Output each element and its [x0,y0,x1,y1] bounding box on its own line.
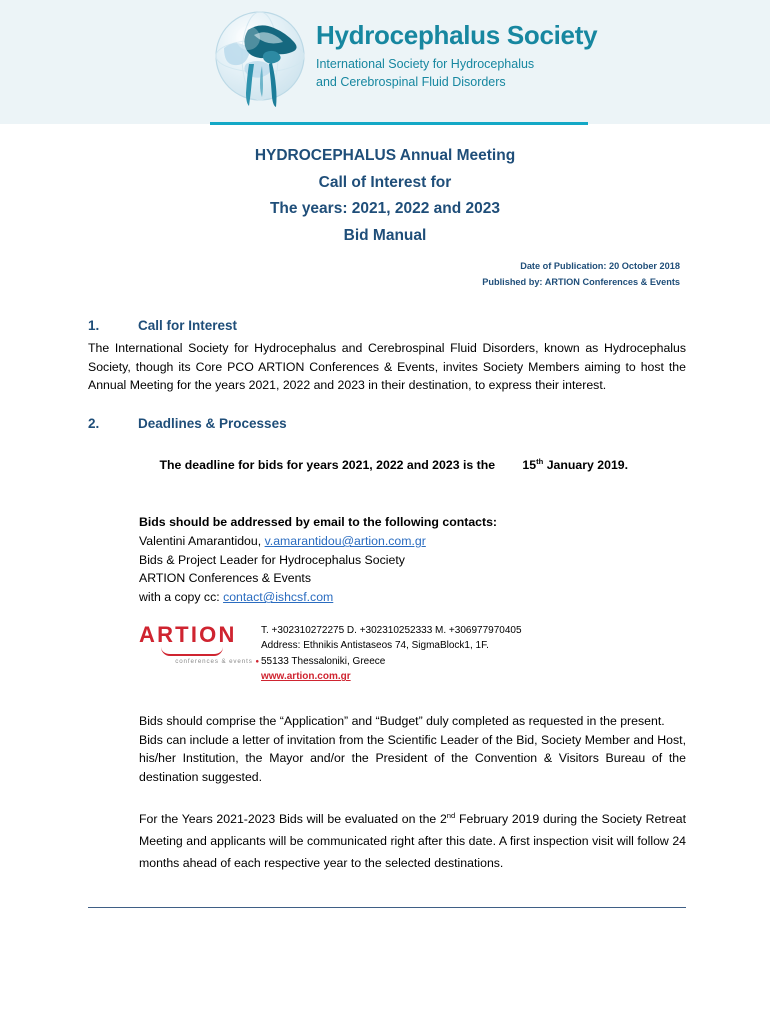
contact-person-name: Valentini Amarantidou, [139,534,265,549]
artion-swoosh-icon [161,647,223,656]
para-evaluation-ordinal: nd [446,810,456,820]
artion-address: Address: Ethnikis Antistaseos 74, SigmaBlock1, 1F. [261,640,489,652]
page-title-line-4: Bid Manual [343,226,427,244]
society-subtitle-line2: and Cerebrospinal Fluid Disorders [316,75,506,90]
society-name-block [316,8,597,92]
contact-name-line [139,532,686,551]
deadline-rest: January 2019. [543,457,629,472]
artion-tagline-text: conferences & events [175,657,253,665]
society-name: Hydrocephalus Society [316,20,598,50]
society-logo-lockup [210,8,597,116]
section-2-number: 2. [88,416,100,432]
publication-meta [482,258,680,290]
section-1-heading [88,318,686,333]
publication-date: Date of Publication: 20 October 2018 [520,261,680,271]
artion-website-link[interactable]: www.artion.com.gr [261,671,351,683]
deadline-prefix: The deadline for bids for years 2021, 2022 and 2023 is the [159,457,496,472]
society-subtitle [316,56,597,92]
published-by: Published by: ARTION Conferences & Events [482,277,680,288]
artion-wordmark-logo-icon [139,621,261,665]
society-subtitle-line1: International Society for Hydrocephalus [316,57,535,72]
page-title-line-3: The years: 2021, 2022 and 2023 [269,200,501,218]
contacts-block [139,513,686,606]
contact-company: ARTION Conferences & Events [139,571,312,586]
para-bids-comprise: Bids should comprise the “Application” and “Budget” duly completed as requested in the present. [139,713,665,728]
deadline-ordinal: th [536,456,544,466]
para-evaluation-post: February 2019 during the Society Retreat Meeting and applicants will be communicated right after this date. A first inspection visit will follow 24 months ahead of each respective year to the selected destinations. [139,811,686,870]
artion-contact-block [139,621,686,685]
artion-tagline [139,658,261,665]
cc-email-link[interactable]: contact@ishcsf.com [223,590,334,605]
bids-requirements-block [139,712,686,787]
contact-email-link[interactable]: v.amarantidou@artion.com.gr [264,534,426,549]
artion-details [261,621,522,685]
deadline-statement [139,437,686,492]
page-title [88,143,682,250]
section-2-heading [88,416,686,431]
hydrocephalus-globe-logo-icon [210,8,310,116]
artion-tagline-dot-icon: ● [255,657,260,665]
section-1-paragraph: The International Society for Hydrocephalus and Cerebrospinal Fluid Disorders, known as Hydrocephalus Society, though its Core PCO ARTION Conferences & Events, invites Society Members aiming to host the Annual Meeting for the years 2021, 2022 and 2023 in their destination, to express their interest. [88,341,686,393]
footer-divider-rule [88,907,686,908]
contacts-heading: Bids should be addressed by email to the following contacts: [139,515,498,530]
evaluation-block [139,808,686,874]
artion-phones: T. +302310272275 D. +302310252333 M. +306977970405 [261,624,522,636]
artion-wordmark-text: ARTION [139,621,237,647]
artion-city: 55133 Thessaloniki, Greece [261,655,386,667]
para-evaluation [139,808,686,874]
page-title-line-2: Call of Interest for [318,173,452,191]
section-1-title: Call for Interest [138,318,238,333]
para-bids-include: Bids can include a letter of invitation from the Scientific Leader of the Bid, Society Member and Host, his/her Institution, the Mayor and/or the President of the Convention & Visitors Bureau of the destination suggested. [139,732,686,784]
header-band [0,0,770,124]
contact-cc-line [139,588,686,607]
page-title-line-1: HYDROCEPHALUS Annual Meeting [254,147,516,164]
document-body [88,318,686,874]
cc-label: with a copy cc: [139,590,224,605]
deadline-day: 15 [522,457,537,472]
section-1-number: 1. [88,318,100,333]
para-evaluation-pre: For the Years 2021-2023 Bids will be evaluated on the 2 [139,811,447,826]
header-divider-rule [210,122,588,125]
section-2-title: Deadlines & Processes [138,416,287,432]
contact-role: Bids & Project Leader for Hydrocephalus Society [139,552,405,567]
